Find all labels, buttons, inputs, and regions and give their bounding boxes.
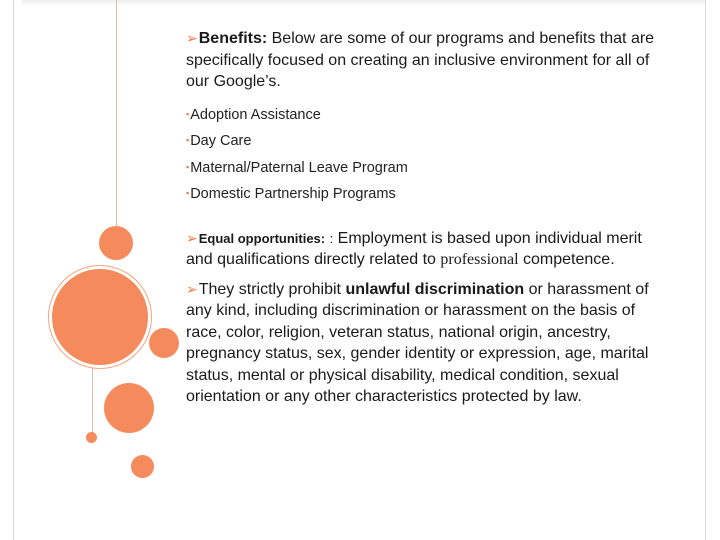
equal-opportunities-paragraph xyxy=(186,228,666,271)
square-bullet-icon: ▪ xyxy=(186,161,190,172)
list-item xyxy=(186,185,666,203)
arrow-bullet-icon: ➢ xyxy=(186,280,198,297)
list-item xyxy=(186,132,666,150)
tiny-circle xyxy=(86,432,97,443)
spacer xyxy=(186,271,666,279)
arrow-bullet-icon: ➢ xyxy=(186,229,198,246)
vertical-connector-line xyxy=(116,0,117,240)
list-item-label: Day Care xyxy=(190,133,252,149)
small-circle-top xyxy=(99,226,133,260)
medium-circle xyxy=(104,383,154,433)
top-shadow xyxy=(22,0,706,6)
list-item xyxy=(186,159,666,177)
benefits-label: Benefits: xyxy=(198,30,268,47)
prohibit-paragraph xyxy=(186,279,666,408)
prohibit-text-a: They strictly prohibit xyxy=(198,280,346,298)
prohibit-emphasis: unlawful discrimination xyxy=(345,280,525,298)
benefits-paragraph xyxy=(186,28,666,93)
prohibit-text-b: or harassment of any kind, including discrimination or harassment on the basis of race, color, religion, veteran status, national origin, ancestry, pregnancy status, sex, gender identity or expression, age, marital status, mental or physical disability, medical condition, sexual orientation or any other characteristics protected by law. xyxy=(186,280,649,405)
equal-label: Equal opportunities: xyxy=(198,230,326,246)
right-frame-line xyxy=(705,0,706,540)
spacer xyxy=(186,212,666,228)
square-bullet-icon: ▪ xyxy=(186,188,190,198)
large-circle xyxy=(52,269,148,365)
benefits-list xyxy=(186,106,666,204)
equal-serif-word: professional xyxy=(440,251,519,268)
equal-text-a: Employment is based upon individual merit and qualifications directly related to xyxy=(186,229,642,268)
small-circle-right xyxy=(149,328,179,358)
list-item-label: Domestic Partnership Programs xyxy=(190,186,396,202)
benefits-text: Below are some of our programs and benefits that are specifically focused on creating an inclusive environment for all of our Google’s. xyxy=(186,30,655,90)
list-item xyxy=(186,106,666,124)
small-circle-bottom xyxy=(131,455,154,478)
list-item-label: Adoption Assistance xyxy=(190,106,321,123)
square-bullet-icon: ▪ xyxy=(186,108,190,119)
slide-content xyxy=(186,28,666,408)
square-bullet-icon: ▪ xyxy=(186,135,190,145)
equal-separator: : xyxy=(329,230,334,246)
list-item-label: Maternal/Paternal Leave Program xyxy=(190,159,408,176)
left-frame-line xyxy=(13,0,14,540)
arrow-bullet-icon: ➢ xyxy=(186,30,198,46)
equal-text-b: competence. xyxy=(518,251,615,268)
